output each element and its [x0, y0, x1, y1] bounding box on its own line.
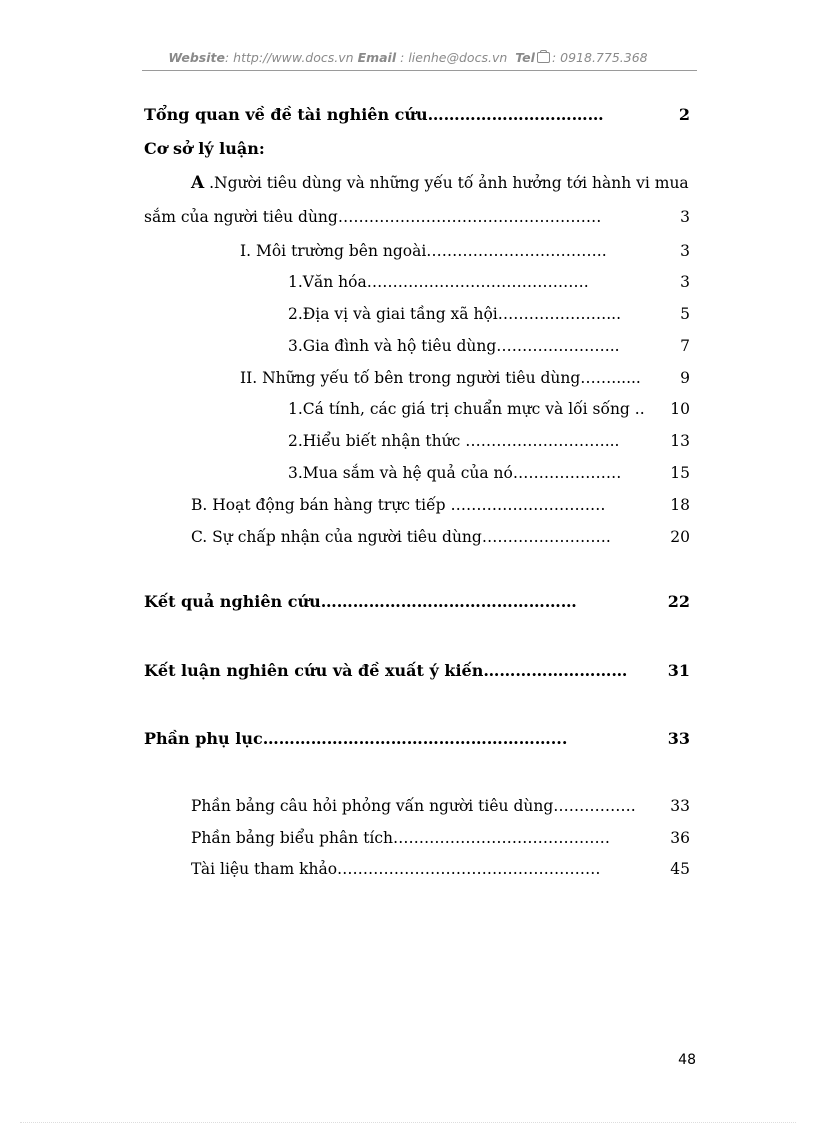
toc-page: 22 — [667, 592, 690, 611]
toc-label: B. Hoạt động bán hàng trực tiếp ………………………… — [191, 496, 606, 514]
toc-page: 9 — [680, 369, 690, 387]
toc-page: 18 — [670, 496, 690, 514]
toc-page: 7 — [680, 337, 690, 355]
toc-page: 13 — [670, 432, 690, 450]
toc-page: 10 — [670, 400, 690, 418]
toc-label: 3.Mua sắm và hệ quả của nó………………… — [288, 464, 622, 482]
toc-entry-section-b[interactable] — [0, 493, 816, 517]
toc-page: 15 — [670, 464, 690, 482]
toc-page: 36 — [670, 829, 690, 847]
toc-label: C. Sự chấp nhận của người tiêu dùng……………………. — [191, 528, 611, 546]
toc-label: Phần bảng câu hỏi phỏng vấn người tiêu dùng……………. — [191, 797, 636, 815]
toc-entry-references[interactable] — [0, 857, 816, 881]
toc-entry-section-a-cont[interactable] — [0, 205, 816, 229]
toc-entry-purchase[interactable] — [0, 461, 816, 485]
toc-entry-culture[interactable] — [0, 270, 816, 294]
toc-page: 5 — [680, 305, 690, 323]
toc-label: 2.Địa vị và giai tầng xã hội…………………... — [288, 305, 622, 323]
website-label: Website — [168, 50, 225, 65]
toc-page: 31 — [667, 661, 690, 680]
toc-label: Phần phụ lục………………………………………………... — [144, 729, 568, 748]
toc-page: 3 — [680, 208, 690, 226]
toc-label: 1.Cá tính, các giá trị chuẩn mực và lối sống .. — [288, 400, 645, 418]
page-header — [0, 50, 816, 65]
toc-page: 20 — [670, 528, 690, 546]
toc-label: .Người tiêu dùng và những yếu tố ảnh hưởng tới hành vi mua — [204, 174, 689, 192]
toc-label: 3.Gia đình và hộ tiêu dùng…………………... — [288, 337, 620, 355]
phone-icon — [537, 52, 550, 63]
toc-entry-family[interactable] — [0, 334, 816, 358]
toc-label: Cơ sở lý luận: — [144, 139, 265, 158]
toc-entry-conclusion[interactable] — [0, 659, 816, 683]
toc-entry-internal[interactable] — [0, 366, 816, 390]
toc-label: Tổng quan về đề tài nghiên cứu…………………………… — [144, 105, 604, 124]
toc-entry-social-status[interactable] — [0, 302, 816, 326]
toc-label: Kết quả nghiên cứu………………………………………… — [144, 592, 577, 611]
toc-label: I. Môi trường bên ngoài…………………………….. — [240, 242, 607, 260]
toc-entry-results[interactable] — [0, 590, 816, 614]
tel-value: : 0918.775.368 — [551, 50, 648, 65]
toc-label: Kết luận nghiên cứu và đề xuất ý kiến……………………… — [144, 661, 628, 680]
tel-label: Tel — [515, 50, 535, 65]
toc-label: 2.Hiểu biết nhận thức ………………………... — [288, 432, 620, 450]
section-a-letter: A — [191, 173, 205, 193]
toc-page: 2 — [678, 105, 690, 124]
website-value: : http://www.docs.vn — [224, 50, 354, 65]
toc-page: 45 — [670, 860, 690, 878]
toc-entry-section-c[interactable] — [0, 525, 816, 549]
toc-entry-section-a[interactable] — [0, 171, 816, 195]
toc-entry-personality[interactable] — [0, 397, 816, 421]
toc-heading-theory — [0, 137, 816, 161]
toc-entry-external[interactable] — [0, 239, 816, 263]
header-rule — [142, 70, 697, 71]
toc-entry-overview[interactable] — [0, 103, 816, 127]
toc-label: II. Những yếu tố bên trong người tiêu dùng……...... — [240, 369, 641, 387]
page-number: 48 — [678, 1052, 696, 1068]
toc-label: sắm của người tiêu dùng…………………………………………… — [144, 208, 602, 226]
toc-label: Tài liệu tham khảo…………………………………………… — [191, 860, 601, 878]
toc-entry-appendix-questions[interactable] — [0, 794, 816, 818]
email-label: Email — [357, 50, 397, 65]
toc-entry-appendix[interactable] — [0, 727, 816, 751]
email-value: : lienhe@docs.vn — [400, 50, 508, 65]
toc-label: 1.Văn hóa……………………………………. — [288, 273, 589, 291]
toc-page: 33 — [670, 797, 690, 815]
toc-page: 3 — [680, 273, 690, 291]
toc-page: 3 — [680, 242, 690, 260]
toc-label: Phần bảng biểu phân tích…………………………………… — [191, 829, 611, 847]
toc-page: 33 — [667, 729, 690, 748]
toc-entry-cognition[interactable] — [0, 429, 816, 453]
toc-entry-appendix-analysis[interactable] — [0, 826, 816, 850]
